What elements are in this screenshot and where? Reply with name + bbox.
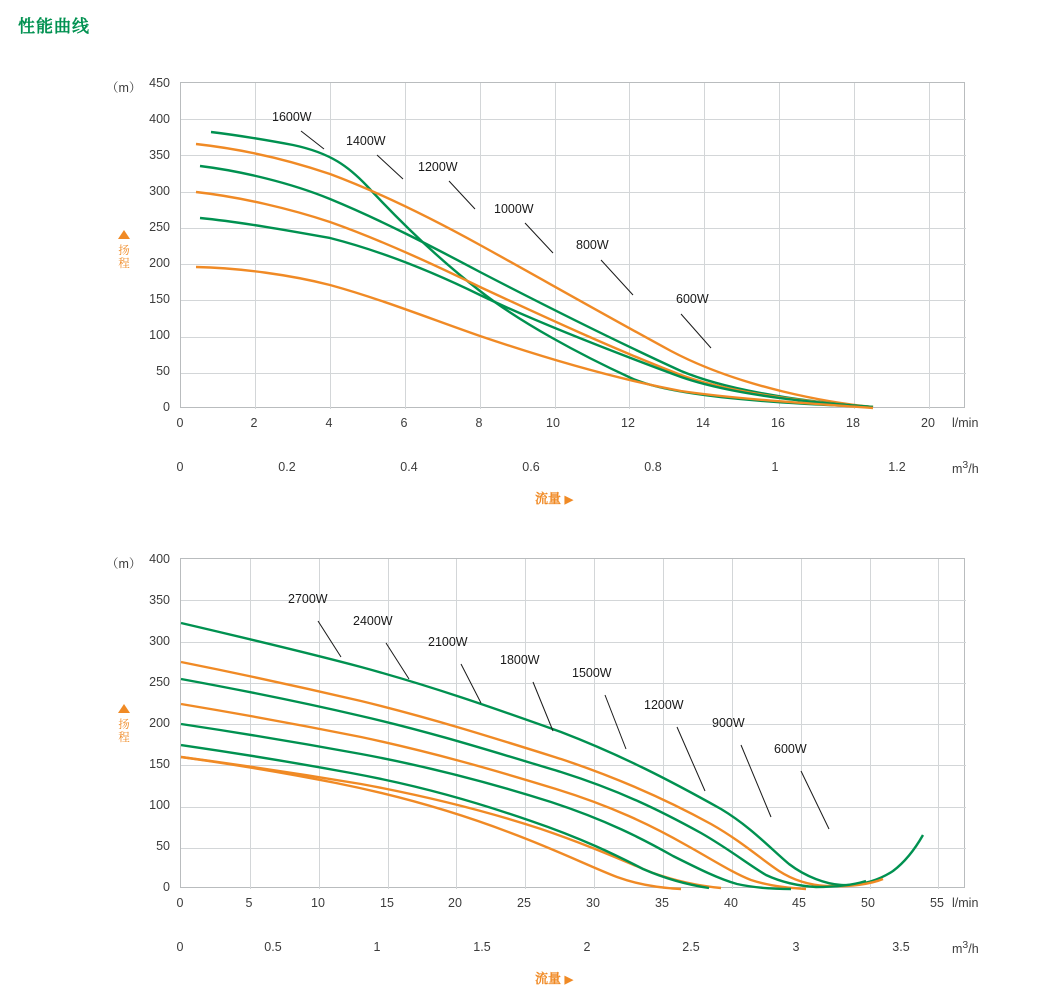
chart2-annotation-2700W: 2700W bbox=[288, 592, 328, 606]
chart1-curves bbox=[181, 83, 966, 409]
chart1-xtick-16: 16 bbox=[771, 416, 785, 430]
chart2-xunit-secondary: $m^3/h$ bbox=[952, 940, 979, 957]
chart2-annotation-1800W: 1800W bbox=[500, 653, 540, 667]
chart1-xunit-secondary: $m^3/h$ bbox=[952, 460, 979, 477]
chart2-xtick-25: 25 bbox=[517, 896, 531, 910]
chart1-xtick2-0.8: 0.8 bbox=[644, 460, 662, 474]
chart2-y-axis-arrow bbox=[118, 704, 130, 713]
chart2-plot-area bbox=[180, 558, 965, 888]
chart2-annotation-600W: 600W bbox=[774, 742, 807, 756]
chart2-ytick-200: 200 bbox=[149, 716, 170, 730]
chart1-xtick-6: 6 bbox=[400, 416, 408, 430]
chart2-xtick-35: 35 bbox=[655, 896, 669, 910]
chart1-ytick-250: 250 bbox=[149, 220, 170, 234]
chart2-y-unit: （m） bbox=[106, 557, 142, 571]
chart1-xtick2-1.2: 1.2 bbox=[888, 460, 906, 474]
chart1-xtick-4: 4 bbox=[325, 416, 333, 430]
chart1-annotation-1200W: 1200W bbox=[418, 160, 458, 174]
chart2-xtick-55: 55 bbox=[930, 896, 944, 910]
chart2-xtick-0: 0 bbox=[176, 896, 184, 910]
chart1-xtick2-1.0: 1 bbox=[771, 460, 779, 474]
chart2-xtick2-1.0: 1 bbox=[373, 940, 381, 954]
chart2-ytick-0: 0 bbox=[163, 880, 170, 894]
chart1-y-unit: （m） bbox=[106, 81, 142, 95]
chart1-ytick-200: 200 bbox=[149, 256, 170, 270]
chart2-annotation-1200W: 1200W bbox=[644, 698, 684, 712]
chart2-series-2100W bbox=[181, 679, 866, 887]
chart2-xtick2-0: 0 bbox=[176, 940, 184, 954]
chart1-xunit-primary: l/min bbox=[952, 416, 979, 430]
chart2-xtick2-3.5: 3.5 bbox=[892, 940, 910, 954]
chart1-x-axis-label: 流量 bbox=[535, 491, 562, 506]
chart1-ytick-400: 400 bbox=[149, 112, 170, 126]
chart2-xtick-30: 30 bbox=[586, 896, 600, 910]
chart1-xtick-0: 0 bbox=[176, 416, 184, 430]
chart2-ytick-300: 300 bbox=[149, 634, 170, 648]
chart2-annotation-2400W: 2400W bbox=[353, 614, 393, 628]
chart1-ytick-300: 300 bbox=[149, 184, 170, 198]
chart-performance-curve-2 bbox=[0, 540, 1037, 990]
chart1-series-1600W bbox=[211, 132, 871, 407]
chart1-xtick-2: 2 bbox=[250, 416, 258, 430]
chart2-xunit-primary: l/min bbox=[952, 896, 979, 910]
chart2-xtick2-2.0: 2 bbox=[583, 940, 591, 954]
chart1-annotation-800W: 800W bbox=[576, 238, 609, 252]
chart1-xtick-20: 20 bbox=[921, 416, 935, 430]
chart1-plot-area bbox=[180, 82, 965, 408]
chart2-ytick-50: 50 bbox=[156, 839, 170, 853]
chart1-ytick-100: 100 bbox=[149, 328, 170, 342]
chart2-x-axis-caption: 流量 ▶ bbox=[535, 971, 574, 986]
chart2-xtick2-3.0: 3 bbox=[792, 940, 800, 954]
chart2-ytick-150: 150 bbox=[149, 757, 170, 771]
chart1-ytick-150: 150 bbox=[149, 292, 170, 306]
chart1-series-1200W bbox=[200, 166, 873, 407]
chart1-annotation-1400W: 1400W bbox=[346, 134, 386, 148]
chart2-annotation-2100W: 2100W bbox=[428, 635, 468, 649]
chart2-xtick-45: 45 bbox=[792, 896, 806, 910]
chart-performance-curve-1 bbox=[0, 60, 1037, 506]
chart1-xtick-14: 14 bbox=[696, 416, 710, 430]
page-title: 性能曲线 bbox=[18, 17, 90, 36]
chart2-annotation-900W: 900W bbox=[712, 716, 745, 730]
chart1-xtick2-0.4: 0.4 bbox=[400, 460, 418, 474]
chart2-xtick-15: 15 bbox=[380, 896, 394, 910]
chart1-xtick2-0.2: 0.2 bbox=[278, 460, 296, 474]
chart1-y-axis-arrow bbox=[118, 230, 130, 239]
chart2-x-axis-label: 流量 bbox=[535, 971, 562, 986]
chart1-series-600W bbox=[196, 267, 873, 408]
chart2-ytick-350: 350 bbox=[149, 593, 170, 607]
chart1-y-axis-caption: 扬 程 bbox=[118, 245, 130, 270]
chart1-ytick-450: 450 bbox=[149, 76, 170, 90]
chart2-xtick-10: 10 bbox=[311, 896, 325, 910]
chart2-xtick2-1.5: 1.5 bbox=[473, 940, 491, 954]
chart2-ytick-100: 100 bbox=[149, 798, 170, 812]
chart1-xtick-18: 18 bbox=[846, 416, 860, 430]
chart2-xtick-5: 5 bbox=[245, 896, 253, 910]
chart2-xtick-40: 40 bbox=[724, 896, 738, 910]
chart1-ytick-50: 50 bbox=[156, 364, 170, 378]
chart2-y-axis-caption: 扬 程 bbox=[118, 719, 130, 744]
chart1-xtick-10: 10 bbox=[546, 416, 560, 430]
chart2-xtick-20: 20 bbox=[448, 896, 462, 910]
chart1-ytick-0: 0 bbox=[163, 400, 170, 414]
chart2-series-2700W bbox=[181, 623, 923, 885]
chart2-xtick2-0.5: 0.5 bbox=[264, 940, 282, 954]
chart1-annotation-1000W: 1000W bbox=[494, 202, 534, 216]
chart2-xtick-50: 50 bbox=[861, 896, 875, 910]
chart1-series-1400W bbox=[196, 144, 873, 407]
chart2-series-1800W bbox=[181, 704, 806, 889]
chart2-curves bbox=[181, 559, 966, 889]
chart1-xtick2-0: 0 bbox=[176, 460, 184, 474]
chart2-annotation-1500W: 1500W bbox=[572, 666, 612, 680]
chart1-xtick-8: 8 bbox=[475, 416, 483, 430]
chart2-ytick-400: 400 bbox=[149, 552, 170, 566]
chart1-annotation-1600W: 1600W bbox=[272, 110, 312, 124]
chart1-annotation-600W: 600W bbox=[676, 292, 709, 306]
chart1-x-axis-caption: 流量 ▶ bbox=[535, 491, 574, 506]
chart1-ytick-350: 350 bbox=[149, 148, 170, 162]
chart2-xtick2-2.5: 2.5 bbox=[682, 940, 700, 954]
chart1-xtick2-0.6: 0.6 bbox=[522, 460, 540, 474]
chart2-ytick-250: 250 bbox=[149, 675, 170, 689]
chart1-xtick-12: 12 bbox=[621, 416, 635, 430]
